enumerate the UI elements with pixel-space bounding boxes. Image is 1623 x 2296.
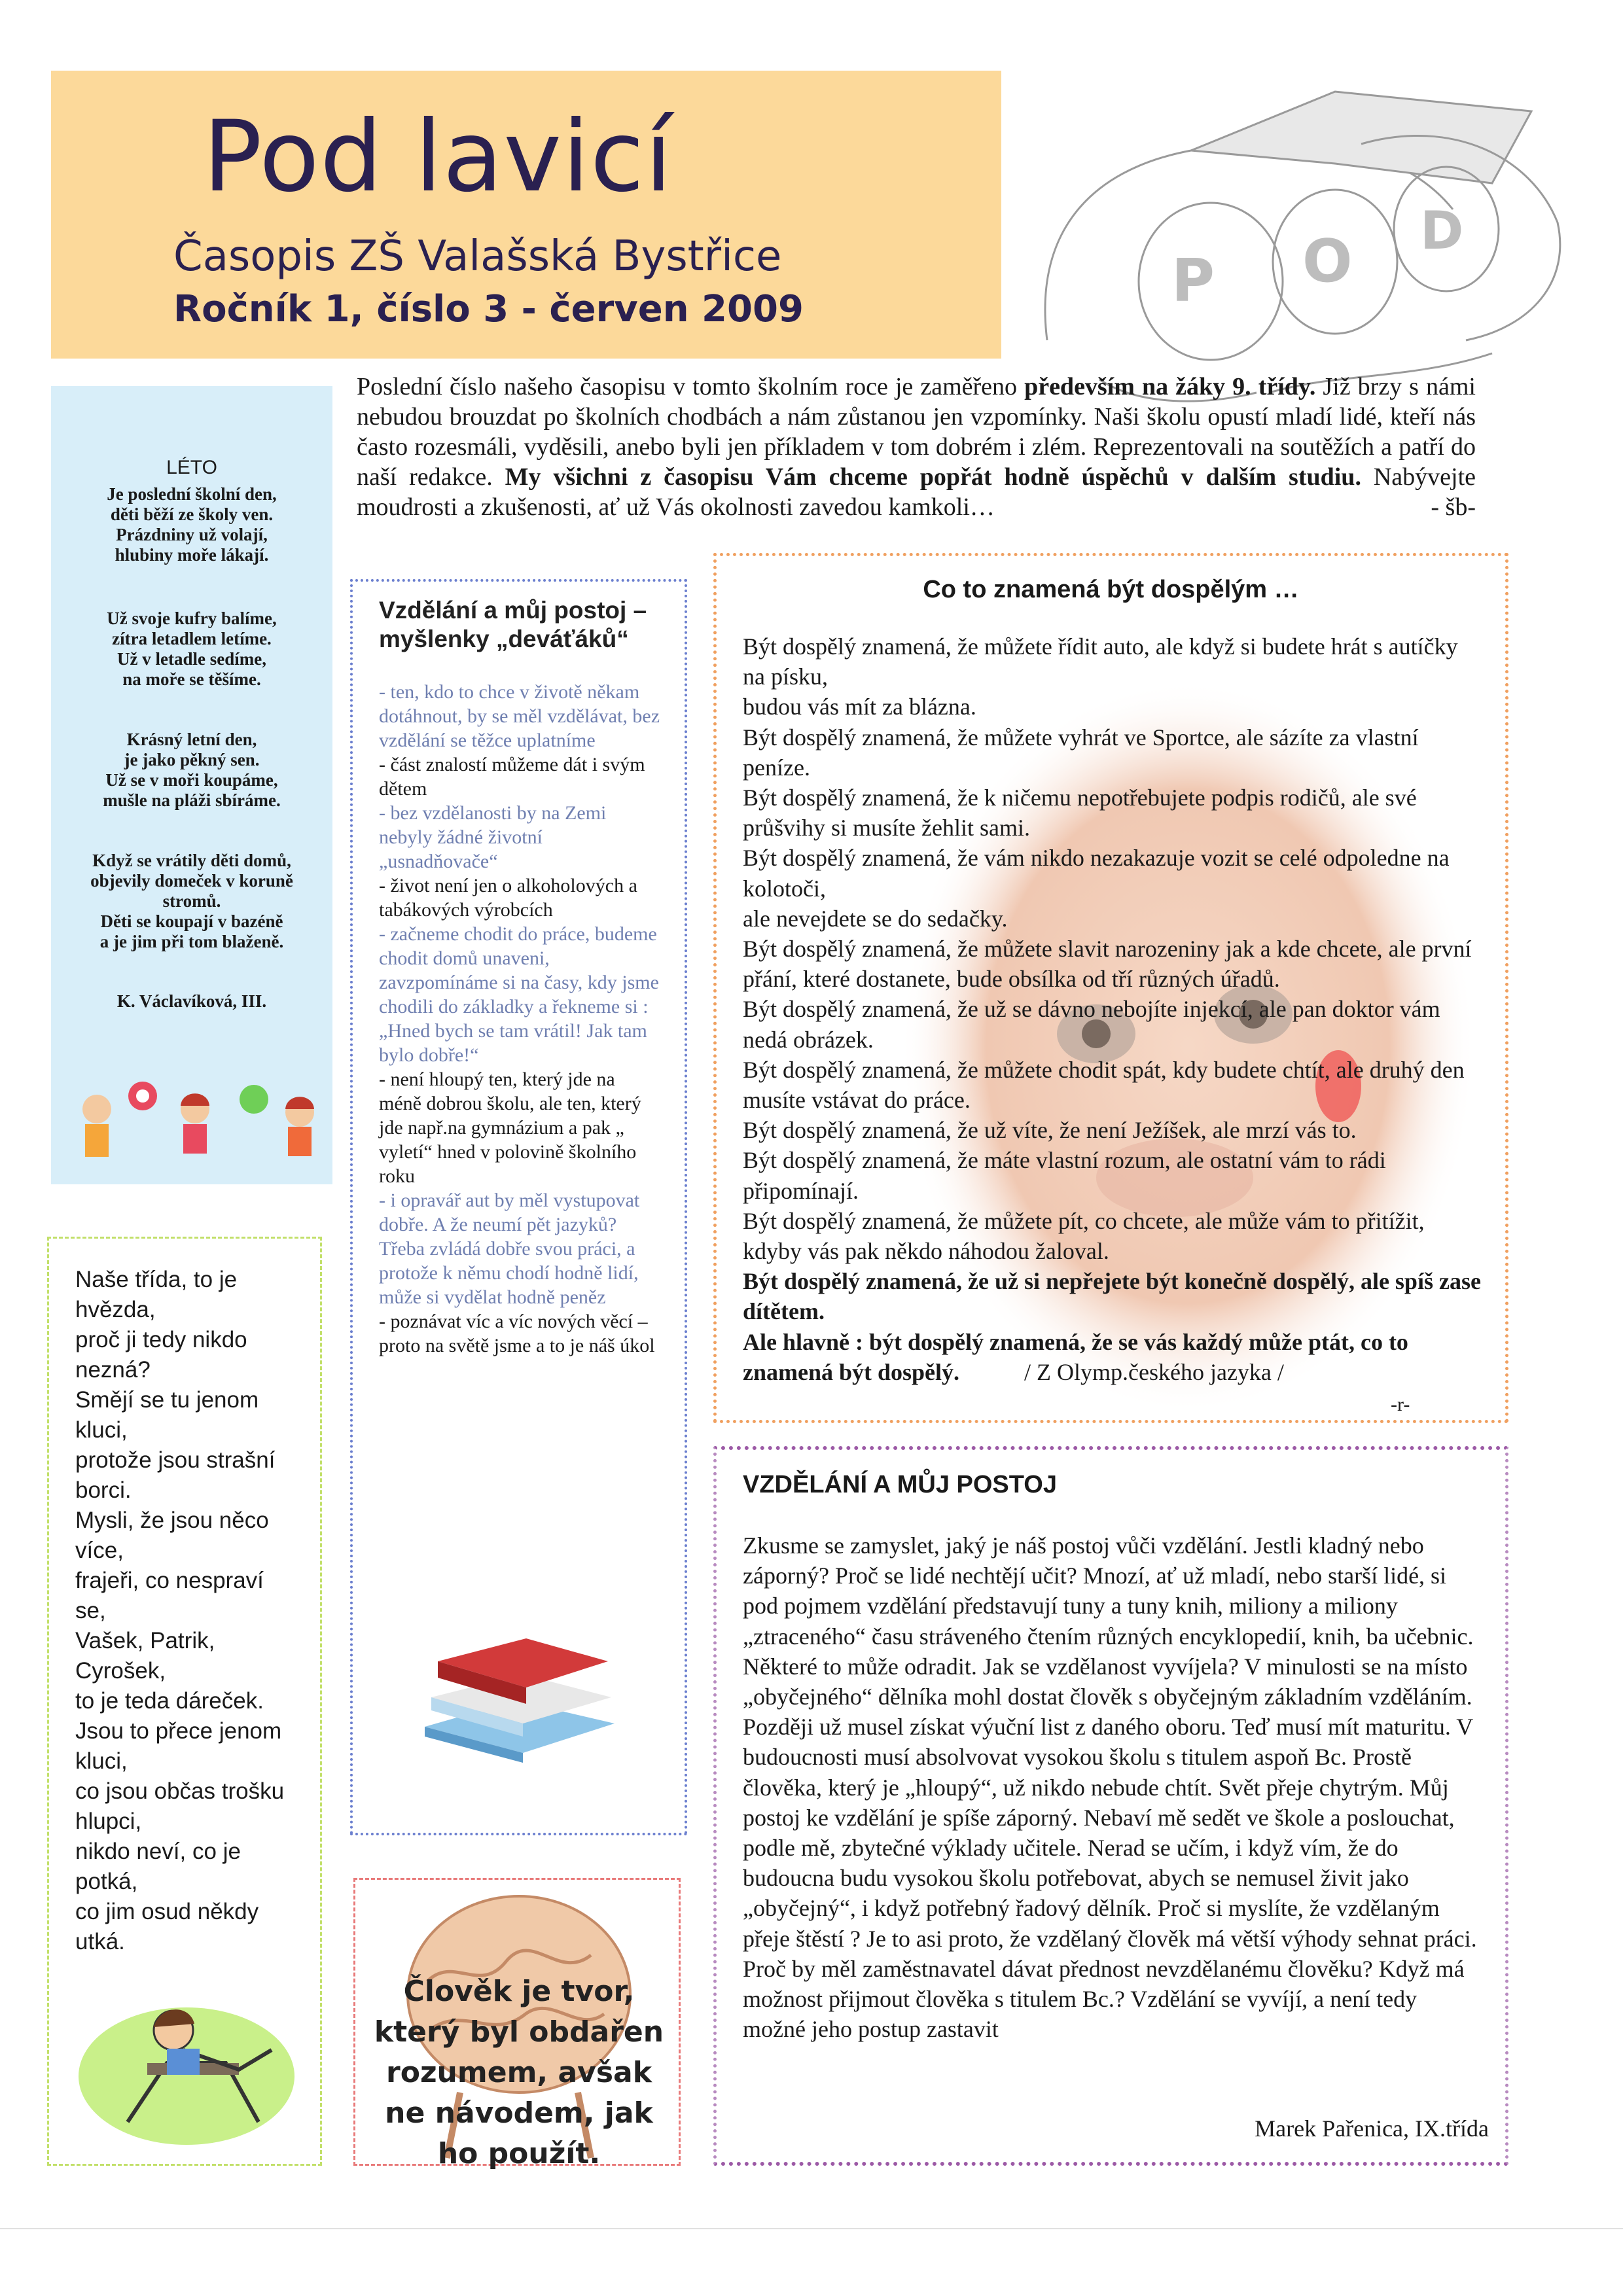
adult-line: Být dospělý znamená, že už víte, že není Ježíšek, ale mrzí vás to.	[743, 1117, 1357, 1144]
adult-line: Být dospělý znamená, že máte vlastní rozum, ale ostatní vám to rádi připomínají.	[743, 1147, 1386, 1204]
being-adult-panel	[713, 553, 1508, 1423]
thought-item: - život není jen o alkoholových a tabákových výrobcích	[379, 875, 637, 921]
intro-signature: - šb-	[1431, 493, 1476, 521]
poem-stanza: Už svoje kufry balíme, zítra letadlem letíme. Už v letadle sedíme, na moře se těšíme.	[107, 609, 277, 689]
adult-line: Být dospělý znamená, že můžete pít, co chcete, ale může vám to přitížit, kdyby vás pak někdo náhodou žaloval.	[743, 1207, 1425, 1265]
poem-stanza: Krásný letní den, je jako pěkný sen. Už se v moři koupáme, mušle na pláži sbíráme.	[103, 730, 281, 810]
being-adult-title: Co to znamená být dospělým …	[923, 576, 1299, 603]
thought-item: - i opravář aut by měl vystupovat dobře. A že neumí pět jazyků? Třeba zvládá dobře svou práci, a protože k němu chodí hodně lidí, může si vydělat hodně peněz	[379, 1190, 640, 1308]
adult-line: budou vás mít za blázna.	[743, 694, 976, 720]
intro-bold-2: My všichni z časopisu Vám chceme popřát hodně úspěchů v dalším studiu.	[505, 463, 1361, 491]
intro-bold-1: především na žáky 9. třídy.	[1024, 373, 1316, 400]
summer-poem-author: K. Václavíková, III.	[116, 991, 267, 1011]
page-bottom-rule	[0, 2228, 1623, 2229]
being-adult-list	[743, 631, 1482, 1387]
thought-item: - začneme chodit do práce, budeme chodit domů unaveni, zavzpomínáme si na časy, kdy jsme chodili do základky a řekneme si : „Hned bych se tam vrátil! Jak tam bylo dobře!“	[379, 923, 659, 1066]
intro-text-3: Nabývejte moudrosti a zkušenosti, ať už Vás okolnosti zavedou kamkoli…	[357, 463, 1476, 521]
adult-line: Být dospělý znamená, že vám nikdo nezakazuje vozit se celé odpoledne na kolotoči,	[743, 845, 1450, 902]
thoughts-title: Vzdělání a můj postoj – myšlenky „deváťáků“	[379, 597, 647, 652]
poem-stanza: Je poslední školní den, děti běží ze školy ven. Prázdniny už volají, hlubiny moře lákají.	[107, 484, 277, 565]
intro-text-1: Poslední číslo našeho časopisu v tomto školním roce je zaměřeno	[357, 373, 1025, 400]
adult-line: Být dospělý znamená, že můžete řídit auto, ale když si budete hrát s autíčky na písku,	[743, 633, 1458, 690]
kids-playing-ball-illustration	[64, 1073, 326, 1165]
adult-line: Být dospělý znamená, že můžete chodit spát, kdy budete chtít, ale druhý den musíte vstávat do práce.	[743, 1056, 1465, 1114]
stack-of-books-illustration	[412, 1616, 628, 1766]
thought-item: - část znalostí můžeme dát i svým dětem	[379, 754, 645, 800]
thought-item: - ten, kdo to chce v životě někam dotáhnout, by se měl vzdělávat, bez vzdělání se těžce uplatníme	[379, 681, 660, 751]
thought-item: - není hloupý ten, který jde na méně dobrou školu, ale ten, který jde např.na gymnázium a pak „ vyletí“ hned v polovině školního roku	[379, 1069, 641, 1187]
ninth-graders-thoughts-panel	[350, 579, 687, 1835]
adult-line: Být dospělý znamená, že můžete vyhrát ve Sportce, ale sázíte za vlastní peníze.	[743, 724, 1419, 781]
relaxing-student-illustration	[75, 1991, 298, 2148]
adult-line: Být dospělý znamená, že můžete slavit narozeniny jak a kde chcete, ale první přání, které dostanete, bude obsílka od tří různých úřadů.	[743, 936, 1472, 993]
magazine-subtitle: Časopis ZŠ Valašská Bystřice	[173, 232, 782, 281]
education-essay-author: Marek Pařenica, IX.třída	[1255, 2115, 1489, 2142]
magazine-title: Pod lavicí	[203, 100, 673, 214]
svg-text:O: O	[1302, 227, 1353, 296]
education-essay-title: VZDĚLÁNÍ A MŮJ POSTOJ	[743, 1471, 1057, 1498]
thought-item: - bez vzdělanosti by na Zemi nebyly žádné životní „usnadňovače“	[379, 802, 607, 872]
adult-bold-line: Být dospělý znamená, že už si nepřejete být konečně dospělý, ale spíš zase dítětem.	[743, 1268, 1481, 1325]
adult-bold-line: Ale hlavně : být dospělý znamená, že se vás každý může ptát, co to znamená být dospělý.	[743, 1328, 1408, 1385]
summer-poem-title: LÉTO	[166, 457, 217, 478]
pod-lavici-sketch-illustration	[995, 65, 1584, 419]
adult-signature: -r-	[1391, 1394, 1410, 1415]
education-essay-text: Zkusme se zamyslet, jaký je náš postoj vůči vzdělání. Jestli kladný nebo záporný? Proč se lidé nechtějí učit? Mnozí, ať už mladí, nebo starší lidé, si pod pojmem vzdělání představují tuny a tuny knih, miliony a miliony „ztraceného“ času stráveného čtením různých encyklopedií, knih, ba učebnic. Některé to může odradit. Jak se vzdělanost vyvíjela? V minulosti se na místo „obyčejného“ dělníka mohl dostat člověk s obyčejným základním vzděláním. Později už musel získat výuční list z daného oboru. Teď musí mít maturitu. V budoucnosti musí absolvovat vysokou školu s titulem aspoň Bc. Prostě člověka, který je „hloupý“, už nikdo nebude chtít. Svět přeje chytrým. Můj postoj ke vzdělání je spíše záporný. Nebaví mě sedět ve škole a poslouchat, podle mě, zbytečné výklady učitele. Nerad se učím, i když vím, že do budoucna budu vysokou školu potřebovat, abych se nemusel živit jako „obyčejný“, i když potřebný řadový dělník. Proč si myslíte, že vzdělaným přeje štěstí ? Je to asi proto, že vzdělaný člověk má větší výhody sehnat práci. Proč by měl zaměstnavatel dávat přednost nevzdělanému člověku? Když má možnost přijmout člověka s titulem Bc.? Vzdělání se vyvíjí, a není tedy možné jeho postup zastavit	[743, 1532, 1477, 2043]
summer-poem-panel	[51, 386, 332, 1184]
svg-text:P: P	[1171, 247, 1215, 315]
education-essay-panel	[713, 1446, 1508, 2166]
class-poem-text: Naše třída, to je hvězda, proč ji tedy nikdo nezná? Smějí se tu jenom kluci, protože jsou strašní borci. Mysli, že jsou něco více, frajeři, co nespraví se, Vašek, Patrik, Cyrošek, to je teda dáreček. Jsou to přece jenom kluci, co jsou občas trošku hlupci, nikdo neví, co je potká, co jim osud někdy utká.	[75, 1267, 285, 1954]
brain-quote-text: Člověk je tvor, který byl obdařen rozumem, avšak ne návodem, jak ho použít.	[374, 1975, 664, 2170]
intro-paragraph	[357, 372, 1476, 522]
thought-item: - poznávat víc a víc nových věcí – proto na světě jsme a to je náš úkol	[379, 1311, 655, 1356]
class-poem-panel	[47, 1237, 322, 2166]
issue-info: Ročník 1, číslo 3 - červen 2009	[173, 288, 804, 330]
thoughts-list	[379, 680, 660, 1358]
poem-stanza: Když se vrátily děti domů, objevily domeček v koruně stromů. Děti se koupají v bazéně a je jim při tom blaženě.	[90, 851, 293, 951]
svg-text:D: D	[1420, 200, 1464, 261]
brain-quote-panel	[353, 1878, 681, 2170]
adult-line: ale nevejdete se do sedačky.	[743, 905, 1008, 932]
intro-text-2: Již brzy s námi nebudou brouzdat po školních chodbách a nám zůstanou jen vzpomínky. Naši školu opustí mladí lidé, kteří nás často rozesmáli, vyděsili, anebo byli jen příkladem v tom dobrém i zlém. Reprezentovali na soutěžích a patří do naší redakce.	[357, 373, 1476, 491]
adult-source: / Z Olymp.českého jazyka /	[1024, 1358, 1284, 1385]
adult-line: Být dospělý znamená, že k ničemu nepotřebujete podpis rodičů, ale své průšvihy si musíte žehlit sami.	[743, 785, 1417, 841]
adult-line: Být dospělý znamená, že už se dávno nebojíte injekcí, ale pan doktor vám nedá obrázek.	[743, 996, 1440, 1053]
